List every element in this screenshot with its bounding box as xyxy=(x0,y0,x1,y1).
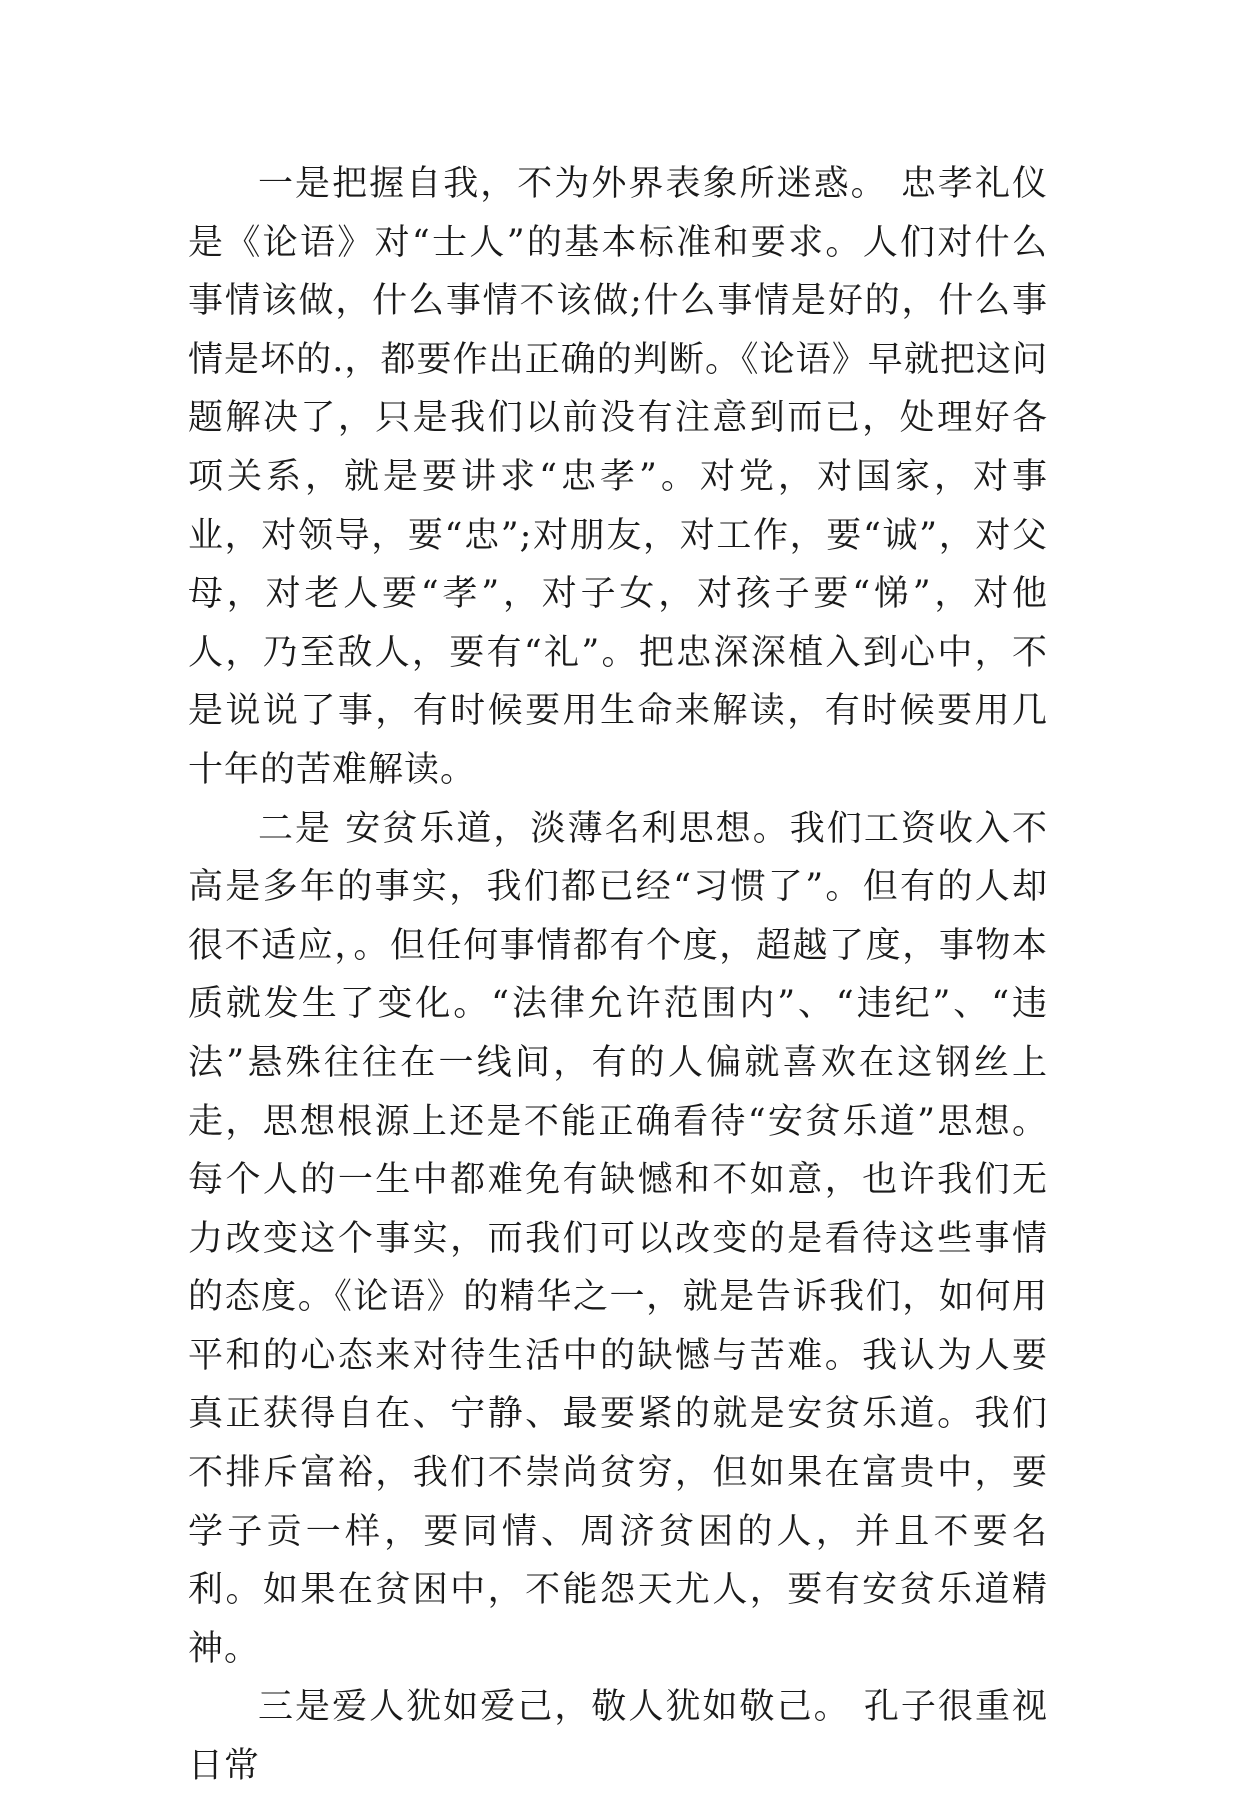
paragraph-2: 二是 安贫乐道，淡薄名利思想。我们工资收入不高是多年的事实，我们都已经“习惯了”。但有的人却很不适应，。但任何事情都有个度，超越了度，事物本质就发生了变化。“法律允许范围内”、“违纪”、“违法”悬殊往往在一线间，有的人偏就喜欢在这钢丝上走，思想根源上还是不能正确看待“安贫乐道”思想。每个人的一生中都难免有缺憾和不如意，也许我们无力改变这个事实，而我们可以改变的是看待这些事情的态度。《论语》的精华之一，就是告诉我们，如何用平和的心态来对待生活中的缺憾与苦难。我认为人要真正获得自在、宁静、最要紧的就是安贫乐道。我们不排斥富裕，我们不崇尚贫穷，但如果在富贵中，要学子贡一样，要同情、周济贫困的人，并且不要名利。如果在贫困中，不能怨天尤人，要有安贫乐道精神。 xyxy=(188,808,1048,1669)
document-body xyxy=(188,155,1048,1796)
paragraph-1: 一是把握自我，不为外界表象所迷惑。 忠孝礼仪是《论语》对“士人”的基本标准和要求。人们对什么事情该做，什么事情不该做;什么事情是好的，什么事情是坏的.，都要作出正确的判断。《论语》早就把这问题解决了，只是我们以前没有注意到而已，处理好各项关系，就是要讲求“忠孝”。对党，对国家，对事业，对领导，要“忠”;对朋友，对工作，要“诚”，对父母，对老人要“孝”，对子女，对孩子要“悌”，对他人，乃至敌人，要有“礼”。把忠深深植入到心中，不是说说了事，有时候要用生命来解读，有时候要用几十年的苦难解读。 xyxy=(188,164,1048,790)
paragraph-3: 三是爱人犹如爱己，敬人犹如敬己。 孔子很重视日常 xyxy=(188,1687,1048,1787)
